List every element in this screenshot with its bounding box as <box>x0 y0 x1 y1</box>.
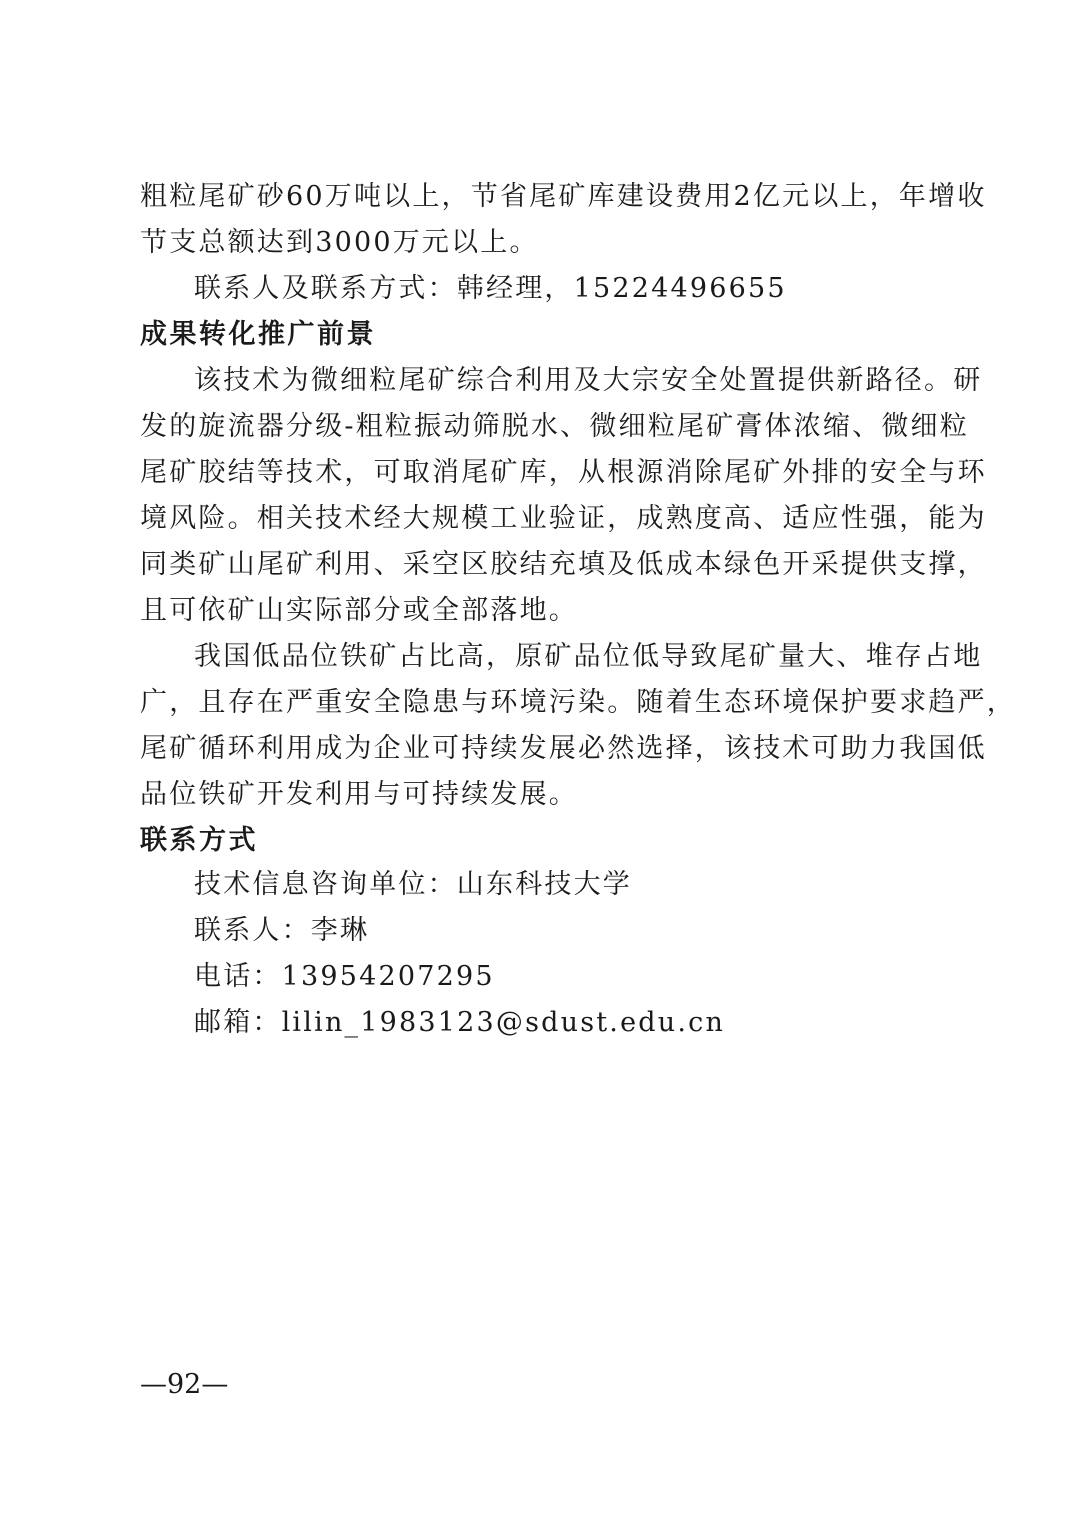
section-heading-contact: 联系方式 <box>140 825 258 856</box>
paragraph-line: 品位铁矿开发利用与可持续发展。 <box>140 779 578 810</box>
contact-person-line: 联系人及联系方式：韩经理，15224496655 <box>194 273 787 304</box>
paragraph-line: 且可依矿山实际部分或全部落地。 <box>140 595 578 626</box>
paragraph-line: 我国低品位铁矿占比高，原矿品位低导致尾矿量大、堆存占地 <box>194 641 983 672</box>
contact-unit: 技术信息咨询单位：山东科技大学 <box>194 869 632 900</box>
body-text-line: 粗粒尾矿砂60万吨以上，节省尾矿库建设费用2亿元以上，年增收 <box>140 181 987 212</box>
paragraph-line: 该技术为微细粒尾矿综合利用及大宗安全处置提供新路径。研 <box>194 365 983 396</box>
contact-person: 联系人：李琳 <box>194 915 370 946</box>
paragraph-line: 尾矿循环利用成为企业可持续发展必然选择，该技术可助力我国低 <box>140 733 987 764</box>
paragraph-line: 尾矿胶结等技术，可取消尾矿库，从根源消除尾矿外排的安全与环 <box>140 457 987 488</box>
paragraph-line: 境风险。相关技术经大规模工业验证，成熟度高、适应性强，能为 <box>140 503 987 534</box>
paragraph-line: 同类矿山尾矿利用、采空区胶结充填及低成本绿色开采提供支撑， <box>140 549 987 580</box>
body-text-line: 节支总额达到3000万元以上。 <box>140 227 539 258</box>
contact-phone: 电话：13954207295 <box>194 961 495 992</box>
paragraph-line: 发的旋流器分级-粗粒振动筛脱水、微细粒尾矿膏体浓缩、微细粒 <box>140 411 969 442</box>
section-heading-prospects: 成果转化推广前景 <box>140 319 376 350</box>
page-number: —92— <box>140 1369 229 1400</box>
paragraph-line: 广，且存在严重安全隐患与环境污染。随着生态环境保护要求趋严， <box>140 687 1016 718</box>
contact-email: 邮箱：lilin_1983123@sdust.edu.cn <box>194 1007 726 1038</box>
